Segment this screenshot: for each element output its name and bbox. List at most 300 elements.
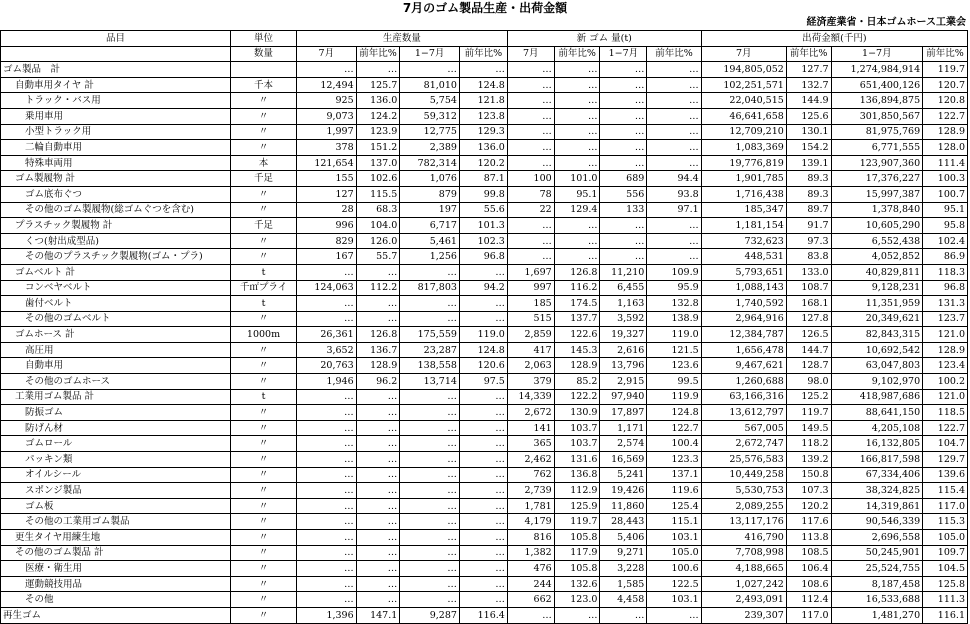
row-value: 108.5 xyxy=(786,545,831,561)
row-value: 105.8 xyxy=(554,530,600,546)
row-value: … xyxy=(507,140,554,156)
row-item-name: ゴム板 xyxy=(1,498,231,514)
row-value: 1,697 xyxy=(507,264,554,280)
row-value: 1,901,785 xyxy=(701,171,786,187)
row-value: 7,708,998 xyxy=(701,545,786,561)
row-value: 2,696,558 xyxy=(831,530,923,546)
row-value: 123.4 xyxy=(923,358,968,374)
table-row xyxy=(1,467,968,483)
row-value: 3,592 xyxy=(600,311,647,327)
row-value: … xyxy=(400,530,460,546)
row-value: 11,351,959 xyxy=(831,296,923,312)
row-value: 120.2 xyxy=(786,498,831,514)
row-value: … xyxy=(507,93,554,109)
row-value: 121,654 xyxy=(297,155,357,171)
table-row xyxy=(1,108,968,124)
row-value: 103.7 xyxy=(554,436,600,452)
row-value: 144.9 xyxy=(786,93,831,109)
row-value: … xyxy=(554,140,600,156)
row-value: 125.7 xyxy=(356,77,400,93)
row-item-name: 高圧用 xyxy=(1,342,231,358)
table-row xyxy=(1,233,968,249)
row-value: 137.1 xyxy=(647,467,701,483)
row-unit: 〃 xyxy=(231,576,297,592)
row-item-name: くつ(射出成型品) xyxy=(1,233,231,249)
row-value: 1,740,592 xyxy=(701,296,786,312)
row-value: 28,443 xyxy=(600,514,647,530)
row-value: … xyxy=(647,607,701,623)
subheader-cell: 前年比% xyxy=(459,46,507,62)
table-row xyxy=(1,171,968,187)
row-value: … xyxy=(356,467,400,483)
row-item-name: その他のゴム製品 計 xyxy=(1,545,231,561)
row-unit: 1000m xyxy=(231,327,297,343)
row-value: 101.0 xyxy=(554,171,600,187)
row-value: 418,987,686 xyxy=(831,389,923,405)
row-value: 78 xyxy=(507,186,554,202)
row-value: 1,585 xyxy=(600,576,647,592)
row-value: 244 xyxy=(507,576,554,592)
row-value: 2,915 xyxy=(600,374,647,390)
row-value: 4,458 xyxy=(600,592,647,608)
row-value: 89.7 xyxy=(786,202,831,218)
row-value: … xyxy=(297,420,357,436)
row-value: 118.2 xyxy=(786,436,831,452)
table-row xyxy=(1,436,968,452)
subheader-cell: 前年比% xyxy=(647,46,701,62)
row-value: … xyxy=(297,514,357,530)
row-value: 119.6 xyxy=(647,483,701,499)
row-value: … xyxy=(554,124,600,140)
row-value: 175,559 xyxy=(400,327,460,343)
row-value: … xyxy=(297,592,357,608)
row-item-name: 特殊車両用 xyxy=(1,155,231,171)
row-value: … xyxy=(400,420,460,436)
row-value: 379 xyxy=(507,374,554,390)
row-value: 133 xyxy=(600,202,647,218)
row-value: 100.6 xyxy=(647,561,701,577)
row-value: 301,850,567 xyxy=(831,108,923,124)
row-value: … xyxy=(507,155,554,171)
row-value: … xyxy=(600,218,647,234)
source-note: 経済産業省・日本ゴムホース工業会 xyxy=(806,17,966,28)
row-value: 95.1 xyxy=(554,186,600,202)
row-value: 124.2 xyxy=(356,108,400,124)
row-value: 154.2 xyxy=(786,140,831,156)
row-value: 185 xyxy=(507,296,554,312)
row-value: … xyxy=(400,545,460,561)
row-value: 997 xyxy=(507,280,554,296)
page-title: 7月のゴム製品生産・出荷金額 xyxy=(402,1,568,15)
row-unit: t xyxy=(231,296,297,312)
row-value: 417 xyxy=(507,342,554,358)
row-item-name: 更生タイヤ用練生地 xyxy=(1,530,231,546)
header-blank xyxy=(1,46,231,62)
row-item-name: 再生ゴム xyxy=(1,607,231,623)
row-value: … xyxy=(554,155,600,171)
table-row xyxy=(1,545,968,561)
row-value: 141 xyxy=(507,420,554,436)
row-value: … xyxy=(600,155,647,171)
row-value: 128.9 xyxy=(923,342,968,358)
row-value: 139.6 xyxy=(923,467,968,483)
row-value: … xyxy=(400,405,460,421)
row-value: … xyxy=(297,389,357,405)
row-value: 121.0 xyxy=(923,389,968,405)
row-unit: 〃 xyxy=(231,249,297,265)
row-value: 117.0 xyxy=(786,607,831,623)
header-row-1 xyxy=(1,31,968,47)
subheader-cell: 前年比% xyxy=(554,46,600,62)
row-unit: 千足 xyxy=(231,171,297,187)
row-value: 139.1 xyxy=(786,155,831,171)
row-value: … xyxy=(647,124,701,140)
row-unit: 〃 xyxy=(231,93,297,109)
row-unit: 〃 xyxy=(231,467,297,483)
row-value: 167 xyxy=(297,249,357,265)
row-value: 122.2 xyxy=(554,389,600,405)
row-value: 567,005 xyxy=(701,420,786,436)
row-value: 117.9 xyxy=(554,545,600,561)
row-value: 416,790 xyxy=(701,530,786,546)
row-item-name: 乗用車用 xyxy=(1,108,231,124)
row-value: … xyxy=(297,436,357,452)
table-row xyxy=(1,327,968,343)
row-value: 93.8 xyxy=(647,186,701,202)
row-value: … xyxy=(459,530,507,546)
row-value: 138,558 xyxy=(400,358,460,374)
row-unit: 〃 xyxy=(231,405,297,421)
row-value: 124,063 xyxy=(297,280,357,296)
table-row xyxy=(1,483,968,499)
row-value: … xyxy=(459,498,507,514)
row-value: 9,271 xyxy=(600,545,647,561)
row-value: 119.7 xyxy=(554,514,600,530)
row-value: … xyxy=(600,62,647,78)
row-value: … xyxy=(356,483,400,499)
row-value: 128.9 xyxy=(923,124,968,140)
row-value: 126.8 xyxy=(554,264,600,280)
table-row xyxy=(1,342,968,358)
row-value: 174.5 xyxy=(554,296,600,312)
row-value: 115.1 xyxy=(647,514,701,530)
row-value: 96.2 xyxy=(356,374,400,390)
table-row xyxy=(1,498,968,514)
row-value: … xyxy=(297,452,357,468)
row-unit: 〃 xyxy=(231,452,297,468)
row-value: 99.5 xyxy=(647,374,701,390)
row-unit: 千㎡プライ xyxy=(231,280,297,296)
row-value: 126.5 xyxy=(786,327,831,343)
row-value: 6,552,438 xyxy=(831,233,923,249)
row-value: … xyxy=(647,249,701,265)
row-value: 137.0 xyxy=(356,155,400,171)
table-row xyxy=(1,576,968,592)
row-value: 26,361 xyxy=(297,327,357,343)
row-value: … xyxy=(459,389,507,405)
table-row xyxy=(1,62,968,78)
row-value: 4,052,852 xyxy=(831,249,923,265)
row-value: … xyxy=(400,311,460,327)
row-value: 113.8 xyxy=(786,530,831,546)
row-value: 94.4 xyxy=(647,171,701,187)
table-row xyxy=(1,514,968,530)
row-value: … xyxy=(459,405,507,421)
row-value: 98.0 xyxy=(786,374,831,390)
row-item-name: ゴムホース 計 xyxy=(1,327,231,343)
row-item-name: 自動車用 xyxy=(1,358,231,374)
row-value: 97.5 xyxy=(459,374,507,390)
table-row xyxy=(1,530,968,546)
table-row xyxy=(1,405,968,421)
table-row xyxy=(1,592,968,608)
row-item-name: 二輪自動車用 xyxy=(1,140,231,156)
row-value: 1,076 xyxy=(400,171,460,187)
row-value: … xyxy=(297,545,357,561)
row-value: 2,739 xyxy=(507,483,554,499)
row-value: 111.3 xyxy=(923,592,968,608)
row-value: 123.3 xyxy=(647,452,701,468)
row-value: 132.8 xyxy=(647,296,701,312)
row-value: … xyxy=(459,452,507,468)
row-value: 112.9 xyxy=(554,483,600,499)
row-value: 1,382 xyxy=(507,545,554,561)
row-value: 5,754 xyxy=(400,93,460,109)
row-value: 3,228 xyxy=(600,561,647,577)
row-value: 100.2 xyxy=(923,374,968,390)
row-value: … xyxy=(507,233,554,249)
row-item-name: 防振ゴム xyxy=(1,405,231,421)
row-item-name: トラック・バス用 xyxy=(1,93,231,109)
row-value: 11,860 xyxy=(600,498,647,514)
row-value: 125.4 xyxy=(647,498,701,514)
row-value: 2,089,255 xyxy=(701,498,786,514)
row-unit xyxy=(231,62,297,78)
row-value: 116.2 xyxy=(554,280,600,296)
row-value: 133.0 xyxy=(786,264,831,280)
header-item: 品目 xyxy=(1,31,231,47)
row-value: 5,530,753 xyxy=(701,483,786,499)
row-value: 17,897 xyxy=(600,405,647,421)
row-value: 13,117,176 xyxy=(701,514,786,530)
row-value: 662 xyxy=(507,592,554,608)
row-value: 138.9 xyxy=(647,311,701,327)
row-value: … xyxy=(459,264,507,280)
row-value: … xyxy=(647,93,701,109)
row-value: 13,612,797 xyxy=(701,405,786,421)
row-value: … xyxy=(459,514,507,530)
row-value: 63,166,316 xyxy=(701,389,786,405)
row-value: 129.7 xyxy=(923,452,968,468)
row-value: 9,287 xyxy=(400,607,460,623)
row-value: … xyxy=(459,467,507,483)
row-value: 112.4 xyxy=(786,592,831,608)
row-value: 782,314 xyxy=(400,155,460,171)
row-value: … xyxy=(507,607,554,623)
row-value: 120.7 xyxy=(923,77,968,93)
row-unit: 千本 xyxy=(231,77,297,93)
row-unit: 〃 xyxy=(231,592,297,608)
row-value: 127 xyxy=(297,186,357,202)
row-value: … xyxy=(356,545,400,561)
row-value: 100 xyxy=(507,171,554,187)
row-value: 109.9 xyxy=(647,264,701,280)
row-value: 128.7 xyxy=(786,358,831,374)
row-value: … xyxy=(459,592,507,608)
row-value: 14,319,861 xyxy=(831,498,923,514)
row-value: 95.1 xyxy=(923,202,968,218)
row-value: 100.3 xyxy=(923,171,968,187)
row-value: 1,378,840 xyxy=(831,202,923,218)
table-row xyxy=(1,264,968,280)
row-value: 1,088,143 xyxy=(701,280,786,296)
row-value: 131.6 xyxy=(554,452,600,468)
row-value: … xyxy=(459,561,507,577)
row-item-name: パッキン類 xyxy=(1,452,231,468)
row-value: … xyxy=(600,140,647,156)
row-value: … xyxy=(400,264,460,280)
row-value: 55.6 xyxy=(459,202,507,218)
row-value: 63,047,803 xyxy=(831,358,923,374)
row-value: 129.3 xyxy=(459,124,507,140)
row-value: 4,205,108 xyxy=(831,420,923,436)
row-value: 12,494 xyxy=(297,77,357,93)
row-value: … xyxy=(297,576,357,592)
row-value: 19,776,819 xyxy=(701,155,786,171)
row-item-name: ゴム製履物 計 xyxy=(1,171,231,187)
row-value: 68.3 xyxy=(356,202,400,218)
row-value: 155 xyxy=(297,171,357,187)
row-value: … xyxy=(507,77,554,93)
row-value: 16,569 xyxy=(600,452,647,468)
row-unit: 〃 xyxy=(231,140,297,156)
table-row xyxy=(1,140,968,156)
table-row xyxy=(1,155,968,171)
row-value: … xyxy=(356,389,400,405)
row-value: … xyxy=(647,233,701,249)
row-value: 90,546,339 xyxy=(831,514,923,530)
row-value: 2,672,747 xyxy=(701,436,786,452)
row-value: 128.9 xyxy=(356,358,400,374)
row-value: 829 xyxy=(297,233,357,249)
row-value: 121.8 xyxy=(459,93,507,109)
row-value: 91.7 xyxy=(786,218,831,234)
row-value: 6,717 xyxy=(400,218,460,234)
row-value: 118.5 xyxy=(923,405,968,421)
row-value: 118.3 xyxy=(923,264,968,280)
row-value: … xyxy=(647,108,701,124)
row-value: 5,241 xyxy=(600,467,647,483)
subheader-cell: 7月 xyxy=(701,46,786,62)
row-value: 123.8 xyxy=(459,108,507,124)
row-value: … xyxy=(400,592,460,608)
row-value: 81,975,769 xyxy=(831,124,923,140)
row-value: … xyxy=(297,311,357,327)
row-unit: 千足 xyxy=(231,218,297,234)
header-unit: 単位 xyxy=(231,31,297,47)
row-value: 1,481,270 xyxy=(831,607,923,623)
row-unit: 本 xyxy=(231,155,297,171)
row-value: 119.9 xyxy=(647,389,701,405)
row-value: 2,462 xyxy=(507,452,554,468)
row-value: 112.2 xyxy=(356,280,400,296)
row-value: 925 xyxy=(297,93,357,109)
row-unit: 〃 xyxy=(231,186,297,202)
row-value: 108.6 xyxy=(786,576,831,592)
row-value: … xyxy=(554,249,600,265)
table-row xyxy=(1,561,968,577)
row-item-name: 運動競技用品 xyxy=(1,576,231,592)
row-value: … xyxy=(400,296,460,312)
row-item-name: その他のゴムホース xyxy=(1,374,231,390)
row-value: … xyxy=(459,296,507,312)
row-value: … xyxy=(507,124,554,140)
row-value: … xyxy=(600,108,647,124)
row-value: 1,083,369 xyxy=(701,140,786,156)
row-value: … xyxy=(600,77,647,93)
row-unit: 〃 xyxy=(231,561,297,577)
row-value: 1,656,478 xyxy=(701,342,786,358)
row-value: 123.6 xyxy=(647,358,701,374)
row-value: 651,400,126 xyxy=(831,77,923,93)
row-value: 131.3 xyxy=(923,296,968,312)
row-value: 365 xyxy=(507,436,554,452)
row-item-name: 防げん材 xyxy=(1,420,231,436)
row-value: … xyxy=(400,483,460,499)
row-value: 5,406 xyxy=(600,530,647,546)
row-value: … xyxy=(356,452,400,468)
row-value: 107.3 xyxy=(786,483,831,499)
row-value: 116.1 xyxy=(923,607,968,623)
row-value: 1,256 xyxy=(400,249,460,265)
row-unit: 〃 xyxy=(231,436,297,452)
row-value: 89.3 xyxy=(786,171,831,187)
row-value: 515 xyxy=(507,311,554,327)
row-value: 102.4 xyxy=(923,233,968,249)
row-value: … xyxy=(647,77,701,93)
subheader-cell: 前年比% xyxy=(923,46,968,62)
row-value: 6,455 xyxy=(600,280,647,296)
row-value: 12,775 xyxy=(400,124,460,140)
row-value: 126.0 xyxy=(356,233,400,249)
row-value: 239,307 xyxy=(701,607,786,623)
row-unit: 〃 xyxy=(231,514,297,530)
row-value: 6,771,555 xyxy=(831,140,923,156)
row-value: … xyxy=(356,436,400,452)
row-value: 87.1 xyxy=(459,171,507,187)
row-value: … xyxy=(297,405,357,421)
row-value: 128.0 xyxy=(923,140,968,156)
table-row xyxy=(1,296,968,312)
row-value: … xyxy=(356,311,400,327)
table-body xyxy=(1,62,968,623)
row-unit: 〃 xyxy=(231,202,297,218)
row-value: 1,997 xyxy=(297,124,357,140)
row-value: 83.8 xyxy=(786,249,831,265)
table-row xyxy=(1,311,968,327)
row-value: … xyxy=(356,420,400,436)
row-value: 2,964,916 xyxy=(701,311,786,327)
row-value: 103.7 xyxy=(554,420,600,436)
row-value: 50,245,901 xyxy=(831,545,923,561)
row-item-name: その他のプラスチック製履物(ゴム・プラ) xyxy=(1,249,231,265)
row-value: 151.2 xyxy=(356,140,400,156)
row-value: … xyxy=(356,514,400,530)
row-value: 126.8 xyxy=(356,327,400,343)
row-value: 8,187,458 xyxy=(831,576,923,592)
row-value: 132.7 xyxy=(786,77,831,93)
row-unit: 〃 xyxy=(231,358,297,374)
